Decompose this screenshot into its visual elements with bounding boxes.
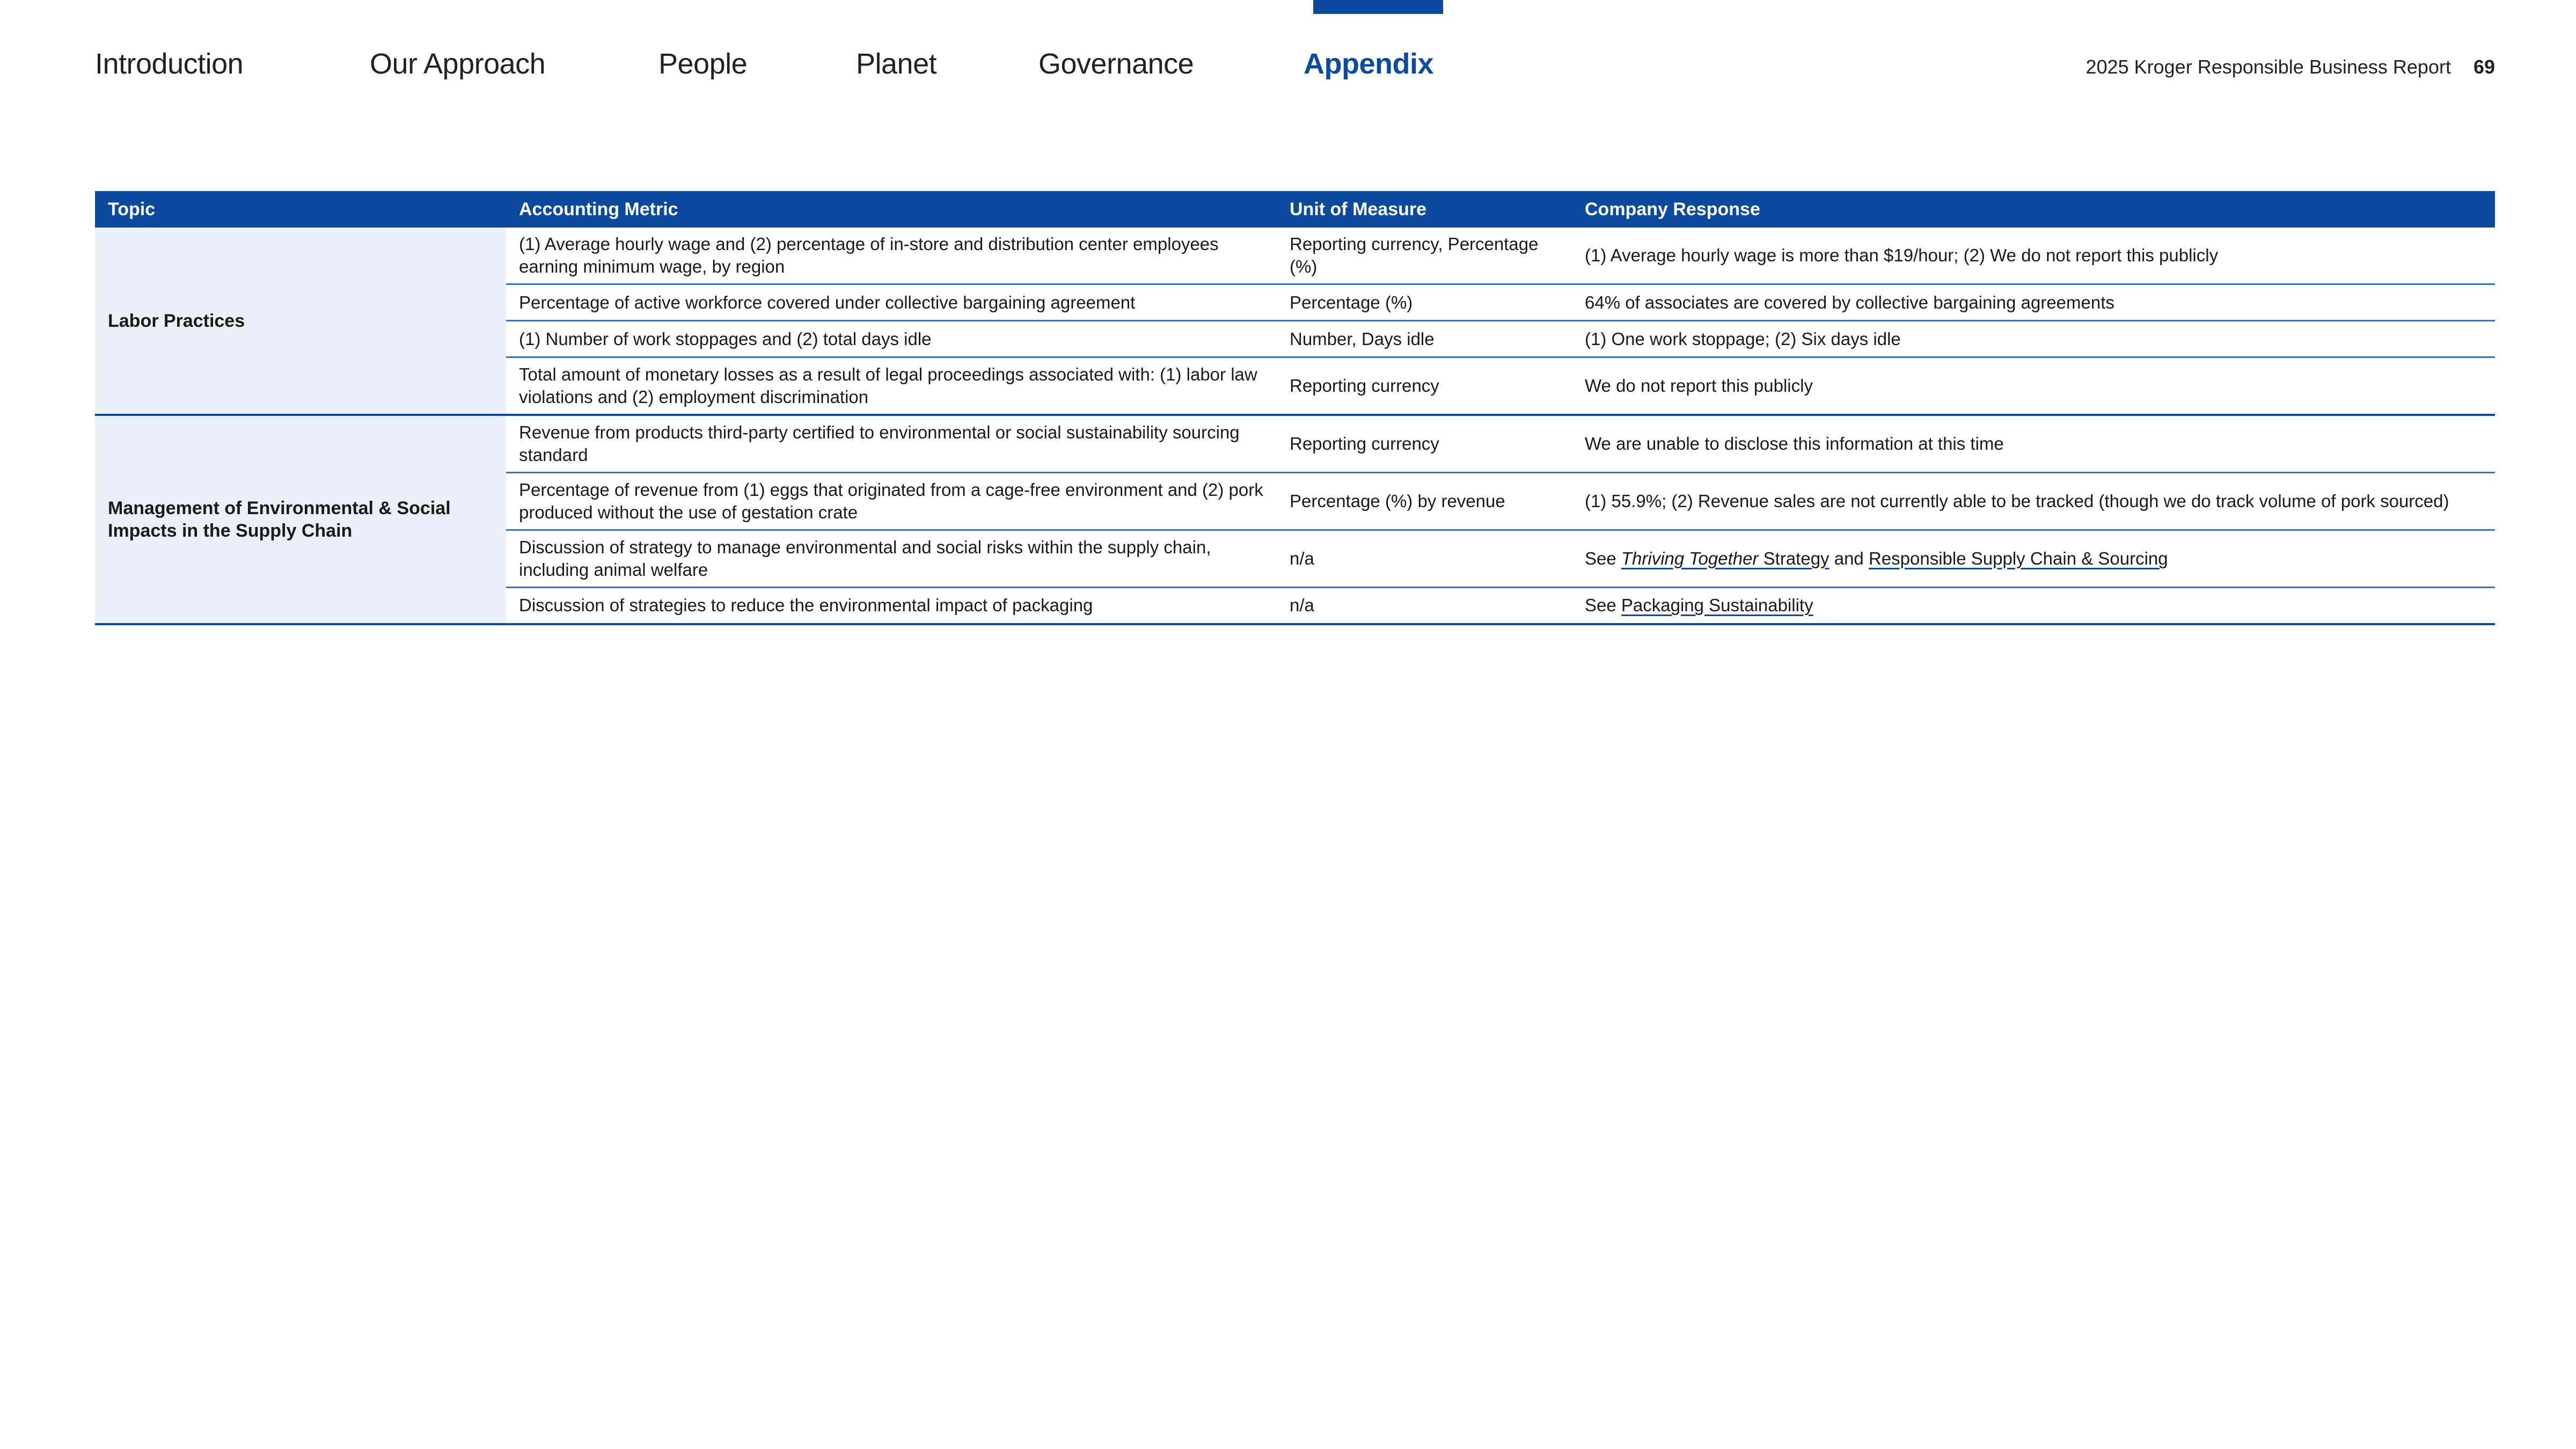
unit-cell: Number, Days idle — [1277, 321, 1572, 357]
topic-cell: Labor Practices — [95, 228, 506, 415]
report-header — [2086, 56, 2495, 78]
response-text: See — [1585, 548, 1621, 568]
unit-cell: Percentage (%) by revenue — [1277, 473, 1572, 530]
response-cell — [1572, 588, 2495, 624]
response-text: See — [1585, 595, 1621, 616]
nav-introduction[interactable]: Introduction — [95, 48, 244, 80]
metric-cell: Percentage of revenue from (1) eggs that originated from a cage-free environment and (2) pork produced without the use of gestation crate — [506, 473, 1277, 530]
link-text: Strategy — [1758, 548, 1829, 568]
nav-appendix[interactable]: Appendix — [1304, 48, 1434, 80]
unit-cell: n/a — [1277, 530, 1572, 588]
sasb-metrics-table — [95, 191, 2495, 625]
header-topic: Topic — [95, 191, 506, 228]
responsible-supply-chain-link[interactable]: Responsible Supply Chain & Sourcing — [1868, 548, 2168, 568]
table-row — [95, 228, 2495, 284]
nav-governance[interactable]: Governance — [1038, 48, 1194, 80]
response-cell: (1) Average hourly wage is more than $19/hour; (2) We do not report this publicly — [1572, 228, 2495, 284]
header-company-response: Company Response — [1572, 191, 2495, 228]
active-section-marker — [1313, 0, 1443, 14]
header-unit-of-measure: Unit of Measure — [1277, 191, 1572, 228]
topic-cell: Management of Environmental & Social Impacts in the Supply Chain — [95, 415, 506, 624]
response-text: and — [1829, 548, 1869, 568]
response-cell: (1) 55.9%; (2) Revenue sales are not currently able to be tracked (though we do track volume of pork sourced) — [1572, 473, 2495, 530]
metric-cell: (1) Average hourly wage and (2) percentage of in-store and distribution center employees earning minimum wage, by region — [506, 228, 1277, 284]
unit-cell: n/a — [1277, 588, 1572, 624]
unit-cell: Reporting currency, Percentage (%) — [1277, 228, 1572, 284]
nav-planet[interactable]: Planet — [856, 48, 937, 80]
nav-our-approach[interactable]: Our Approach — [370, 48, 546, 80]
metric-cell: Total amount of monetary losses as a result of legal proceedings associated with: (1) labor law violations and (2) employment discrimination — [506, 357, 1277, 415]
nav-people[interactable]: People — [658, 48, 748, 80]
table-row — [95, 415, 2495, 473]
response-cell: 64% of associates are covered by collective bargaining agreements — [1572, 284, 2495, 321]
unit-cell: Reporting currency — [1277, 357, 1572, 415]
packaging-sustainability-link[interactable]: Packaging Sustainability — [1621, 595, 1813, 616]
metric-cell: Percentage of active workforce covered under collective bargaining agreement — [506, 284, 1277, 321]
report-title: 2025 Kroger Responsible Business Report — [2085, 56, 2451, 78]
response-cell: We are unable to disclose this information at this time — [1572, 415, 2495, 473]
thriving-together-strategy-link[interactable] — [1621, 548, 1829, 568]
link-text-italic: Thriving Together — [1621, 548, 1759, 568]
metric-cell: (1) Number of work stoppages and (2) total days idle — [506, 321, 1277, 357]
response-cell: We do not report this publicly — [1572, 357, 2495, 415]
unit-cell: Percentage (%) — [1277, 284, 1572, 321]
metric-cell: Discussion of strategies to reduce the environmental impact of packaging — [506, 588, 1277, 624]
unit-cell: Reporting currency — [1277, 415, 1572, 473]
header-accounting-metric: Accounting Metric — [506, 191, 1277, 228]
page-number: 69 — [2473, 56, 2495, 78]
response-cell — [1572, 530, 2495, 588]
metric-cell: Revenue from products third-party certified to environmental or social sustainability sourcing standard — [506, 415, 1277, 473]
table-header-row — [95, 191, 2495, 228]
response-cell: (1) One work stoppage; (2) Six days idle — [1572, 321, 2495, 357]
metric-cell: Discussion of strategy to manage environmental and social risks within the supply chain, including animal welfare — [506, 530, 1277, 588]
